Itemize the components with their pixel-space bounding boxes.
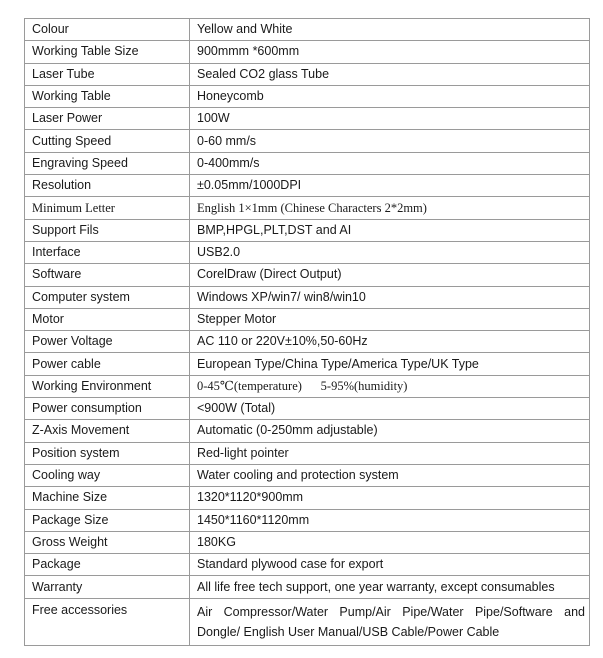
spec-label: Power consumption	[25, 398, 190, 420]
spec-label: Working Environment	[25, 375, 190, 397]
spec-value: Air Compressor/Water Pump/Air Pipe/Water Pipe/Software and Dongle/ English User Manual/USB Cable/Power Cable	[190, 598, 590, 645]
table-row	[25, 152, 590, 174]
table-row	[25, 554, 590, 576]
spec-label: Cutting Speed	[25, 130, 190, 152]
table-row	[25, 197, 590, 219]
spec-label: Interface	[25, 241, 190, 263]
spec-value: 100W	[190, 108, 590, 130]
spec-label: Minimum Letter	[25, 197, 190, 219]
spec-value: 0-60 mm/s	[190, 130, 590, 152]
spec-value: Sealed CO2 glass Tube	[190, 63, 590, 85]
spec-label: Engraving Speed	[25, 152, 190, 174]
table-row	[25, 63, 590, 85]
table-row	[25, 175, 590, 197]
spec-value: European Type/China Type/America Type/UK Type	[190, 353, 590, 375]
spec-label: Z-Axis Movement	[25, 420, 190, 442]
spec-value: 180KG	[190, 531, 590, 553]
table-row	[25, 130, 590, 152]
spec-label: Laser Power	[25, 108, 190, 130]
table-row	[25, 331, 590, 353]
spec-label: Computer system	[25, 286, 190, 308]
spec-value: 900mmm *600mm	[190, 41, 590, 63]
spec-label: Support Fils	[25, 219, 190, 241]
table-row	[25, 420, 590, 442]
table-row	[25, 598, 590, 645]
table-row	[25, 531, 590, 553]
spec-table	[24, 18, 590, 646]
table-row	[25, 19, 590, 41]
spec-label: Resolution	[25, 175, 190, 197]
table-row	[25, 487, 590, 509]
spec-value: Automatic (0-250mm adjustable)	[190, 420, 590, 442]
spec-label: Power Voltage	[25, 331, 190, 353]
spec-label: Cooling way	[25, 464, 190, 486]
spec-label: Working Table	[25, 85, 190, 107]
spec-value: AC 110 or 220V±10%,50-60Hz	[190, 331, 590, 353]
spec-value: CorelDraw (Direct Output)	[190, 264, 590, 286]
spec-value: ±0.05mm/1000DPI	[190, 175, 590, 197]
spec-value: Red-light pointer	[190, 442, 590, 464]
table-row	[25, 398, 590, 420]
spec-label: Package	[25, 554, 190, 576]
table-row	[25, 85, 590, 107]
table-row	[25, 264, 590, 286]
table-row	[25, 241, 590, 263]
table-row	[25, 576, 590, 598]
table-row	[25, 219, 590, 241]
spec-label: Laser Tube	[25, 63, 190, 85]
spec-label: Software	[25, 264, 190, 286]
spec-label: Gross Weight	[25, 531, 190, 553]
spec-value: BMP,HPGL,PLT,DST and AI	[190, 219, 590, 241]
spec-value: 0-400mm/s	[190, 152, 590, 174]
spec-value: Water cooling and protection system	[190, 464, 590, 486]
table-row	[25, 464, 590, 486]
table-row	[25, 41, 590, 63]
spec-label: Motor	[25, 308, 190, 330]
spec-label: Warranty	[25, 576, 190, 598]
spec-label: Free accessories	[25, 598, 190, 645]
table-row	[25, 108, 590, 130]
spec-label: Working Table Size	[25, 41, 190, 63]
spec-value: 0-45℃(temperature) 5-95%(humidity)	[190, 375, 590, 397]
table-row	[25, 286, 590, 308]
spec-label: Colour	[25, 19, 190, 41]
spec-value: English 1×1mm (Chinese Characters 2*2mm)	[190, 197, 590, 219]
spec-label: Package Size	[25, 509, 190, 531]
table-row	[25, 442, 590, 464]
spec-value: Honeycomb	[190, 85, 590, 107]
table-row	[25, 353, 590, 375]
spec-value: Yellow and White	[190, 19, 590, 41]
spec-label: Position system	[25, 442, 190, 464]
spec-value: Stepper Motor	[190, 308, 590, 330]
spec-label: Power cable	[25, 353, 190, 375]
table-row	[25, 509, 590, 531]
spec-value: USB2.0	[190, 241, 590, 263]
spec-value: <900W (Total)	[190, 398, 590, 420]
table-row	[25, 375, 590, 397]
spec-value: All life free tech support, one year warranty, except consumables	[190, 576, 590, 598]
table-row	[25, 308, 590, 330]
spec-label: Machine Size	[25, 487, 190, 509]
spec-value: 1320*1120*900mm	[190, 487, 590, 509]
spec-value: 1450*1160*1120mm	[190, 509, 590, 531]
spec-value: Windows XP/win7/ win8/win10	[190, 286, 590, 308]
spec-value: Standard plywood case for export	[190, 554, 590, 576]
